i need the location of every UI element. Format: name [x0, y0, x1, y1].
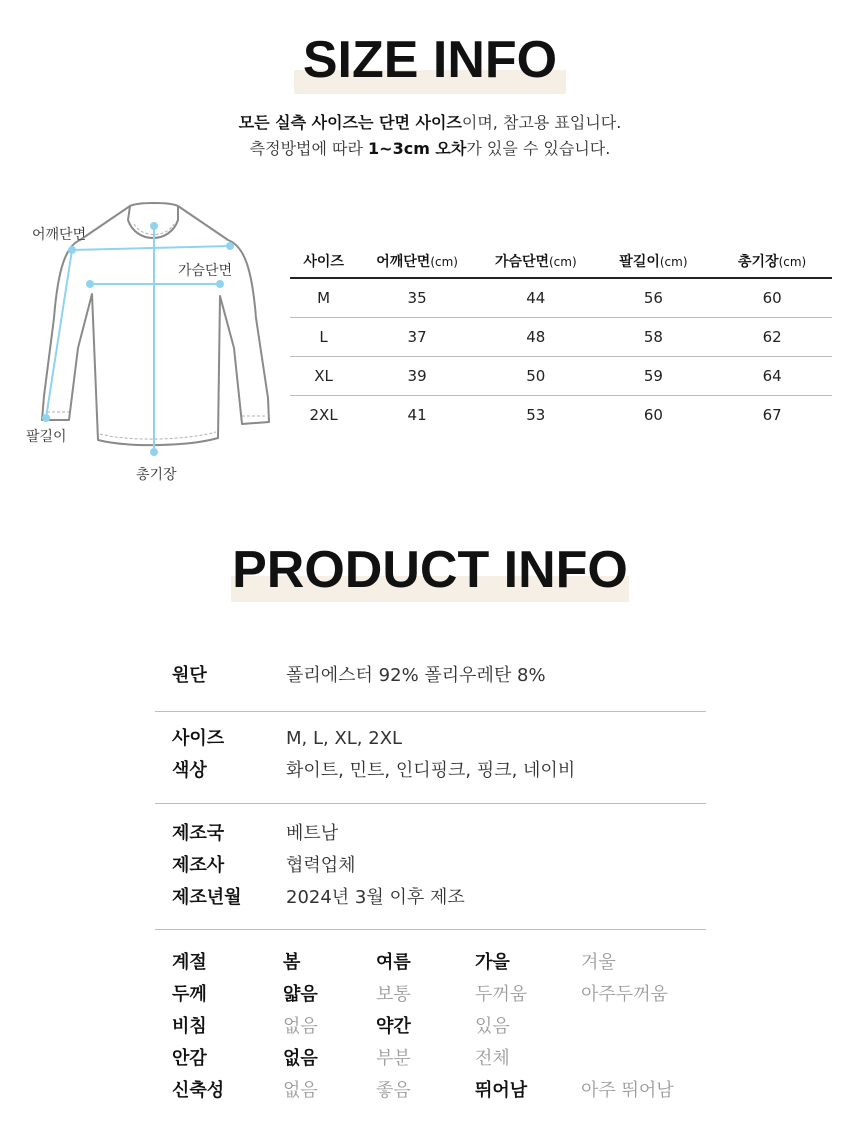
intro-line-1-rest: 이며, 참고용 표입니다. — [461, 113, 622, 132]
colors-row — [155, 755, 706, 787]
country-label: 제조국 — [172, 823, 225, 844]
date-row — [155, 882, 706, 914]
maker-row — [155, 850, 706, 882]
size-table — [290, 244, 832, 434]
table-row — [290, 317, 832, 356]
maker-value: 협력업체 — [286, 855, 356, 876]
attribute-option: 없음 — [283, 1080, 318, 1101]
fabric-value: 폴리에스터 92% 폴리우레탄 8% — [286, 665, 546, 686]
sizes-row — [155, 723, 706, 755]
intro-line-2 — [0, 136, 860, 162]
fabric-row — [155, 660, 706, 692]
sleeve-label: 팔길이 — [26, 429, 67, 445]
table-cell: 60 — [712, 278, 832, 317]
table-row — [290, 395, 832, 434]
product-info-title-block — [0, 538, 860, 602]
attribute-option: 없음 — [283, 1016, 318, 1037]
size-info-intro — [0, 110, 860, 162]
shoulder-label: 어깨단면 — [32, 227, 87, 243]
size-info-title: SIZE INFO — [302, 31, 558, 89]
intro-line-1-bold: 모든 실측 사이즈는 단면 사이즈 — [238, 113, 462, 132]
attribute-label: 비침 — [172, 1016, 207, 1037]
attribute-row-lining — [155, 1043, 706, 1075]
table-cell: L — [290, 317, 357, 356]
date-value: 2024년 3월 이후 제조 — [286, 887, 465, 908]
divider — [155, 803, 706, 804]
table-cell: 44 — [477, 278, 595, 317]
size-info-title-block — [0, 30, 860, 90]
attribute-option: 아주두꺼움 — [581, 984, 668, 1005]
manufacturing-block — [155, 818, 706, 914]
country-value: 베트남 — [286, 823, 339, 844]
attribute-option: 두꺼움 — [475, 984, 528, 1005]
attribute-option: 아주 뛰어남 — [581, 1080, 674, 1101]
attribute-option: 없음 — [283, 1048, 318, 1069]
attribute-label: 안감 — [172, 1048, 207, 1069]
country-row — [155, 818, 706, 850]
attribute-option: 보통 — [376, 984, 411, 1005]
header-shoulder: 어깨단면(cm) — [357, 244, 477, 278]
sizes-label: 사이즈 — [172, 728, 225, 749]
chest-label: 가슴단면 — [178, 263, 233, 279]
table-cell: 37 — [357, 317, 477, 356]
attribute-row-sheerness — [155, 1011, 706, 1043]
attribute-label: 계절 — [172, 952, 207, 973]
table-cell: 41 — [407, 405, 427, 424]
intro-line-2-bold: 1~3cm 오차 — [368, 139, 467, 158]
table-cell: 39 — [357, 356, 477, 395]
table-row — [290, 356, 832, 395]
table-cell: 59 — [595, 356, 713, 395]
attribute-option: 겨울 — [581, 952, 616, 973]
attribute-option: 좋음 — [376, 1080, 411, 1101]
attribute-option: 있음 — [475, 1016, 510, 1037]
colors-label: 색상 — [172, 760, 207, 781]
table-cell: 64 — [712, 356, 832, 395]
attribute-option: 얇음 — [283, 984, 318, 1005]
header-length: 총기장(cm) — [712, 244, 832, 278]
attribute-option: 부분 — [376, 1048, 411, 1069]
table-cell: 67 — [762, 405, 782, 424]
attribute-option: 봄 — [283, 952, 301, 973]
table-cell: 50 — [477, 356, 595, 395]
colors-value: 화이트, 민트, 인디핑크, 핑크, 네이비 — [286, 760, 576, 781]
header-size: 사이즈 — [290, 244, 357, 278]
intro-line-2-post: 가 있을 수 있습니다. — [466, 139, 611, 158]
size-color-block — [155, 723, 706, 787]
attribute-row-stretch — [155, 1075, 706, 1107]
length-label: 총기장 — [136, 467, 177, 483]
table-cell: 60 — [643, 405, 663, 424]
intro-line-1 — [0, 110, 860, 136]
table-cell: 35 — [357, 278, 477, 317]
intro-line-2-pre: 측정방법에 따라 — [249, 139, 369, 158]
table-cell: 58 — [595, 317, 713, 356]
maker-label: 제조사 — [172, 855, 225, 876]
attribute-grid — [155, 947, 706, 1107]
attribute-option: 약간 — [376, 1016, 411, 1037]
table-cell: M — [290, 278, 357, 317]
date-label: 제조년월 — [172, 887, 242, 908]
attribute-option: 뛰어남 — [475, 1080, 528, 1101]
attribute-option: 가을 — [475, 952, 510, 973]
measurement-diagram — [20, 198, 280, 488]
divider — [155, 711, 706, 712]
table-cell: 53 — [526, 405, 546, 424]
table-cell: 62 — [712, 317, 832, 356]
table-row — [290, 278, 832, 317]
table-cell: XL — [290, 356, 357, 395]
attribute-row-thickness — [155, 979, 706, 1011]
header-chest: 가슴단면(cm) — [477, 244, 595, 278]
fabric-label: 원단 — [172, 665, 207, 686]
attribute-label: 신축성 — [172, 1080, 225, 1101]
header-sleeve: 팔길이(cm) — [595, 244, 713, 278]
attribute-option: 여름 — [376, 952, 411, 973]
table-cell: 2XL — [309, 405, 338, 424]
attribute-label: 두께 — [172, 984, 207, 1005]
attribute-option: 전체 — [475, 1048, 510, 1069]
divider — [155, 929, 706, 930]
product-info-title: PRODUCT INFO — [232, 541, 628, 599]
size-table-header — [290, 244, 832, 278]
fabric-block — [155, 660, 706, 692]
table-cell: 56 — [595, 278, 713, 317]
sizes-value: M, L, XL, 2XL — [286, 728, 403, 749]
table-cell: 48 — [477, 317, 595, 356]
attribute-row-season — [155, 947, 706, 979]
